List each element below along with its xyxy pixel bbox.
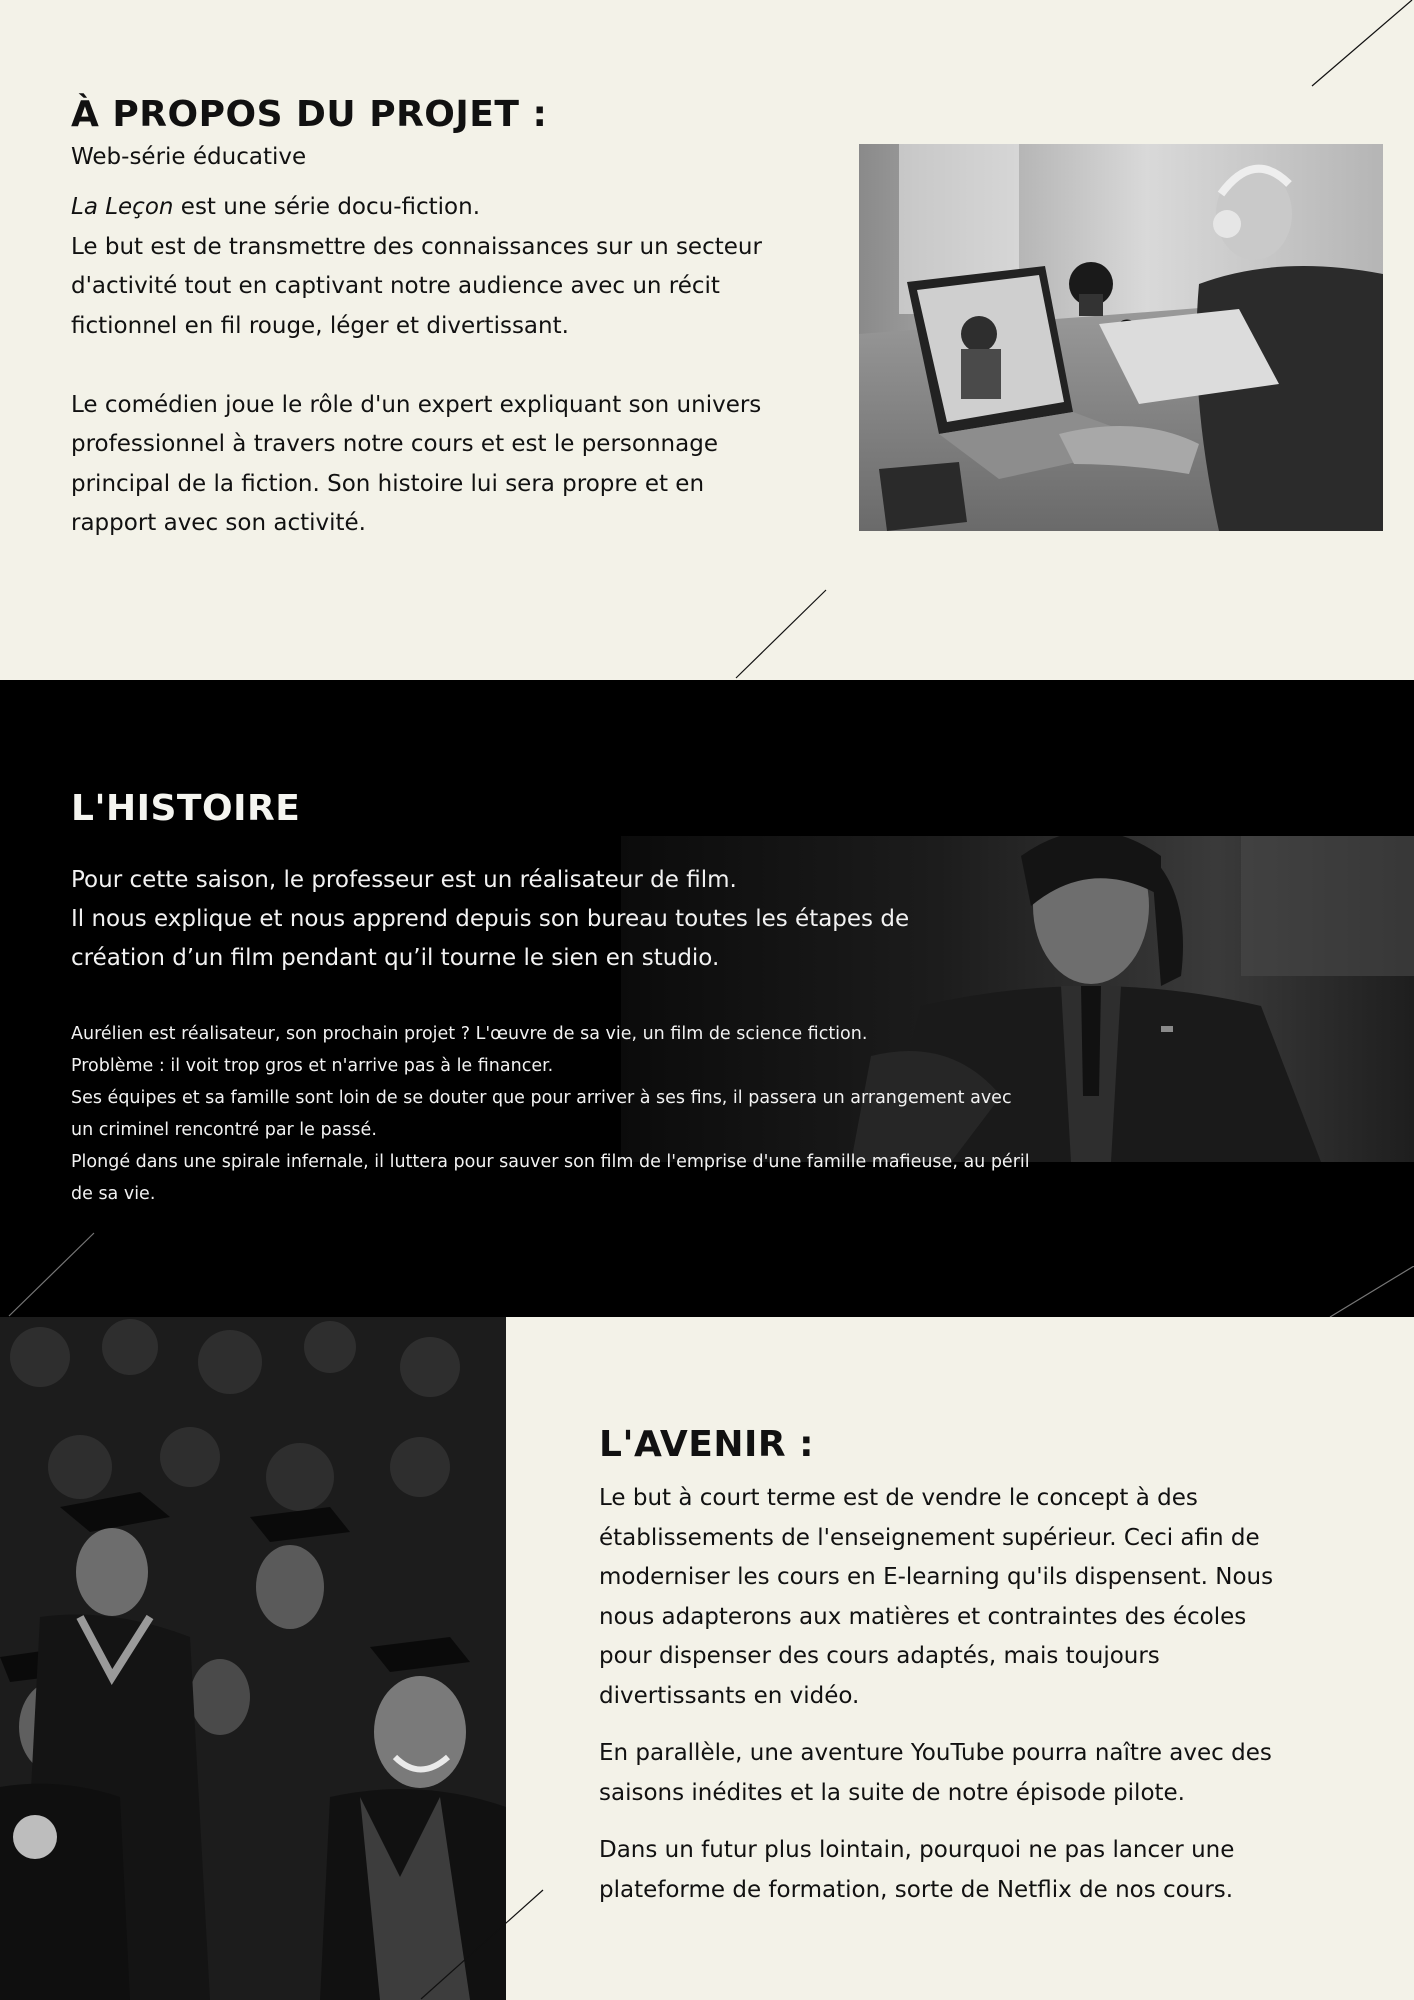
story-title: L'HISTOIRE bbox=[71, 788, 301, 829]
story-section bbox=[0, 680, 1414, 1317]
future-title: L'AVENIR : bbox=[599, 1424, 815, 1465]
diagonal-line-decoration bbox=[734, 588, 828, 680]
graduates-photo bbox=[0, 1317, 506, 2000]
story-intro-line-2: Il nous explique et nous apprend depuis son bureau toutes les étapes de création d’un film pendant qu’il tourne le sien en studio. bbox=[71, 906, 910, 971]
future-paragraph-2: En parallèle, une aventure YouTube pourra naître avec des saisons inédites et la suite de notre épisode pilote. bbox=[599, 1740, 1272, 1806]
story-intro-line-1: Pour cette saison, le professeur est un réalisateur de film. bbox=[71, 867, 737, 893]
series-name: La Leçon bbox=[71, 194, 174, 220]
diagonal-line-decoration bbox=[1329, 1266, 1414, 1317]
future-section bbox=[0, 1317, 1414, 2000]
synopsis-line: Aurélien est réalisateur, son prochain projet ? L'œuvre de sa vie, un film de science fiction. bbox=[71, 1024, 868, 1044]
synopsis-line: Plongé dans une spirale infernale, il luttera pour sauver son film de l'emprise d'une famille mafieuse, au péril de sa vie. bbox=[71, 1152, 1030, 1204]
synopsis-line: Ses équipes et sa famille sont loin de se douter que pour arriver à ses fins, il passera un arrangement avec un criminel rencontré par le passé. bbox=[71, 1088, 1012, 1140]
future-paragraph-3: Dans un futur plus lointain, pourquoi ne pas lancer une plateforme de formation, sorte de Netflix de nos cours. bbox=[599, 1837, 1235, 1903]
about-paragraph-1: Le but est de transmettre des connaissances sur un secteur d'activité tout en captivant notre audience avec un récit fictionnel en fil rouge, léger et divertissant. bbox=[71, 233, 762, 339]
about-intro-rest: est une série docu-fiction. bbox=[173, 194, 481, 220]
about-intro bbox=[71, 188, 791, 228]
about-title: À PROPOS DU PROJET : bbox=[71, 94, 548, 135]
diagonal-line-decoration bbox=[8, 1232, 96, 1317]
about-body bbox=[71, 188, 791, 544]
story-synopsis bbox=[71, 1018, 1031, 1210]
future-paragraph-1: Le but à court terme est de vendre le concept à des établissements de l'enseignement supérieur. Ceci afin de moderniser les cours en E-learning qu'ils dispensent. Nous nous adapterons aux matières et contraintes des écoles pour dispenser des cours adaptés, mais toujours divertissants en vidéo. bbox=[599, 1485, 1274, 1709]
about-paragraph-2: Le comédien joue le rôle d'un expert expliquant son univers professionnel à travers notre cours et est le personnage principal de la fiction. Son histoire lui sera propre et en rapport avec son activité. bbox=[71, 391, 762, 536]
synopsis-line: Problème : il voit trop gros et n'arrive pas à le financer. bbox=[71, 1056, 554, 1076]
about-subtitle: Web-série éducative bbox=[71, 144, 307, 170]
about-section bbox=[0, 0, 1414, 680]
future-body bbox=[599, 1479, 1299, 1928]
story-intro bbox=[71, 861, 971, 978]
video-call-photo bbox=[859, 144, 1383, 531]
diagonal-line-decoration bbox=[1310, 0, 1414, 88]
